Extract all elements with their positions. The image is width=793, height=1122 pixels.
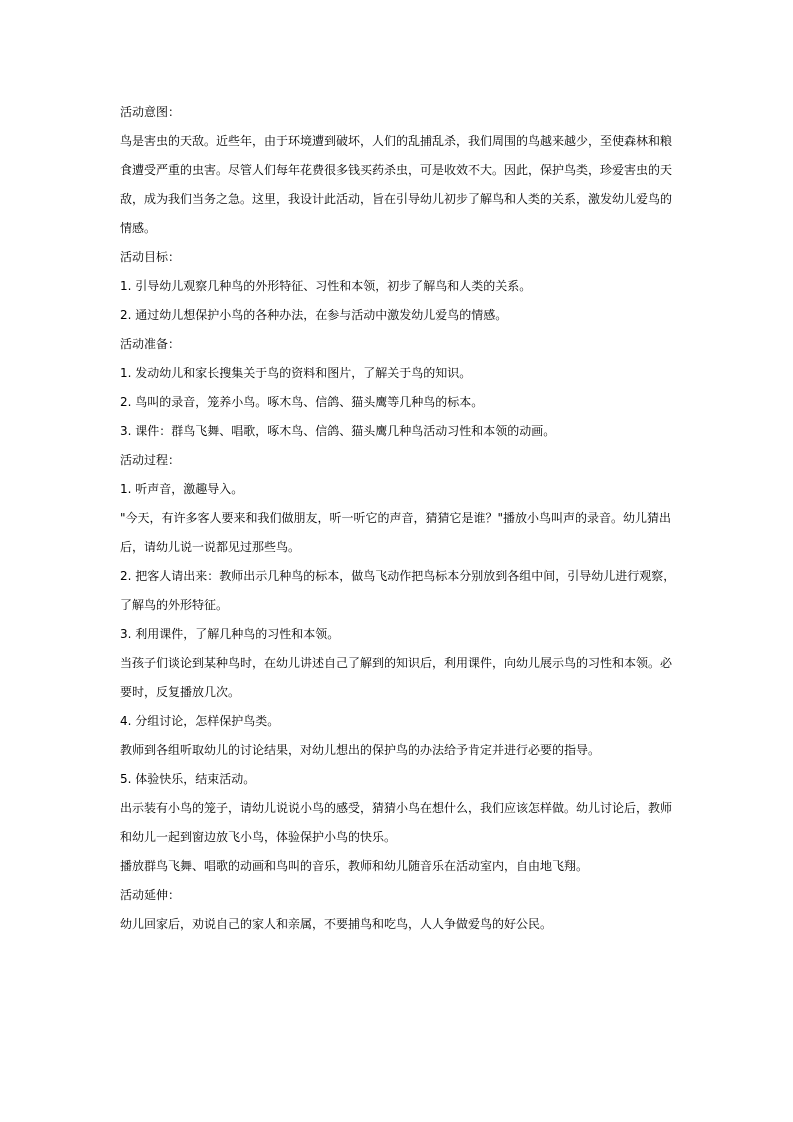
process-step-3-title: 3. 利用课件，了解几种鸟的习性和本领。 [120,627,340,641]
section-heading-intent: 活动意图： [120,105,181,119]
process-step-1-text-line-2: 后，请幼儿说一说都见过那些鸟。 [120,540,301,554]
process-step-2-line-1: 2. 把客人请出来：教师出示几种鸟的标本，做鸟飞动作把鸟标本分别放到各组中间，引导幼儿进行观察， [120,569,676,583]
section-heading-extension: 活动延伸： [120,888,181,902]
preparation-item-2: 2. 鸟叫的录音，笼养小鸟。啄木鸟、信鸽、猫头鹰等几种鸟的标本。 [120,395,484,409]
section-heading-goals: 活动目标： [120,250,181,264]
process-step-5-text-line-2: 和幼儿一起到窗边放飞小鸟，体验保护小鸟的快乐。 [120,830,397,844]
preparation-item-3: 3. 课件：群鸟飞舞、唱歌，啄木鸟、信鸽、猫头鹰几种鸟活动习性和本领的动画。 [120,424,556,438]
extension-text: 幼儿回家后，劝说自己的家人和亲属，不要捕鸟和吃鸟，人人争做爱鸟的好公民。 [120,917,553,931]
goal-item-2: 2. 通过幼儿想保护小鸟的各种办法，在参与活动中激发幼儿爱鸟的情感。 [120,308,508,322]
document-body [120,98,676,939]
section-heading-preparation: 活动准备： [120,337,181,351]
process-step-2-line-2: 了解鸟的外形特征。 [120,598,229,612]
intent-paragraph-line-4: 情感。 [120,221,157,235]
process-step-5-text-line-3: 播放群鸟飞舞、唱歌的动画和鸟叫的音乐，教师和幼儿随音乐在活动室内，自由地飞翔。 [120,859,589,873]
process-step-5-text-line-1: 出示装有小鸟的笼子，请幼儿说说小鸟的感受，猜猜小鸟在想什么，我们应该怎样做。幼儿讨论后，教师 [120,801,673,815]
process-step-3-text-line-1: 当孩子们谈论到某种鸟时，在幼儿讲述自己了解到的知识后，利用课件，向幼儿展示鸟的习性和本领。必 [120,656,673,670]
intent-paragraph-line-3: 敌，成为我们当务之急。这里，我设计此活动，旨在引导幼儿初步了解鸟和人类的关系，激发幼儿爱鸟的 [120,192,673,206]
process-step-4-title: 4. 分组讨论，怎样保护鸟类。 [120,714,280,728]
goal-item-1: 1. 引导幼儿观察几种鸟的外形特征、习性和本领，初步了解鸟和人类的关系。 [120,279,532,293]
process-step-1-text-line-1: "今天，有许多客人要来和我们做朋友，听一听它的声音，猜猜它是谁？"播放小鸟叫声的录音。幼儿猜出 [120,511,672,525]
section-heading-process: 活动过程： [120,453,181,467]
process-step-3-text-line-2: 要时，反复播放几次。 [120,685,241,699]
process-step-4-text: 教师到各组听取幼儿的讨论结果，对幼儿想出的保护鸟的办法给予肯定并进行必要的指导。 [120,743,601,757]
process-step-1-title: 1. 听声音，激趣导入。 [120,482,244,496]
intent-paragraph-line-1: 鸟是害虫的天敌。近些年，由于环境遭到破坏，人们的乱捕乱杀，我们周围的鸟越来越少，至使森林和粮 [120,134,673,148]
preparation-item-1: 1. 发动幼儿和家长搜集关于鸟的资料和图片，了解关于鸟的知识。 [120,366,472,380]
intent-paragraph-line-2: 食遭受严重的虫害。尽管人们每年花费很多钱买药杀虫，可是收效不大。因此，保护鸟类，珍爱害虫的天 [120,163,673,177]
process-step-5-title: 5. 体验快乐，结束活动。 [120,772,256,786]
